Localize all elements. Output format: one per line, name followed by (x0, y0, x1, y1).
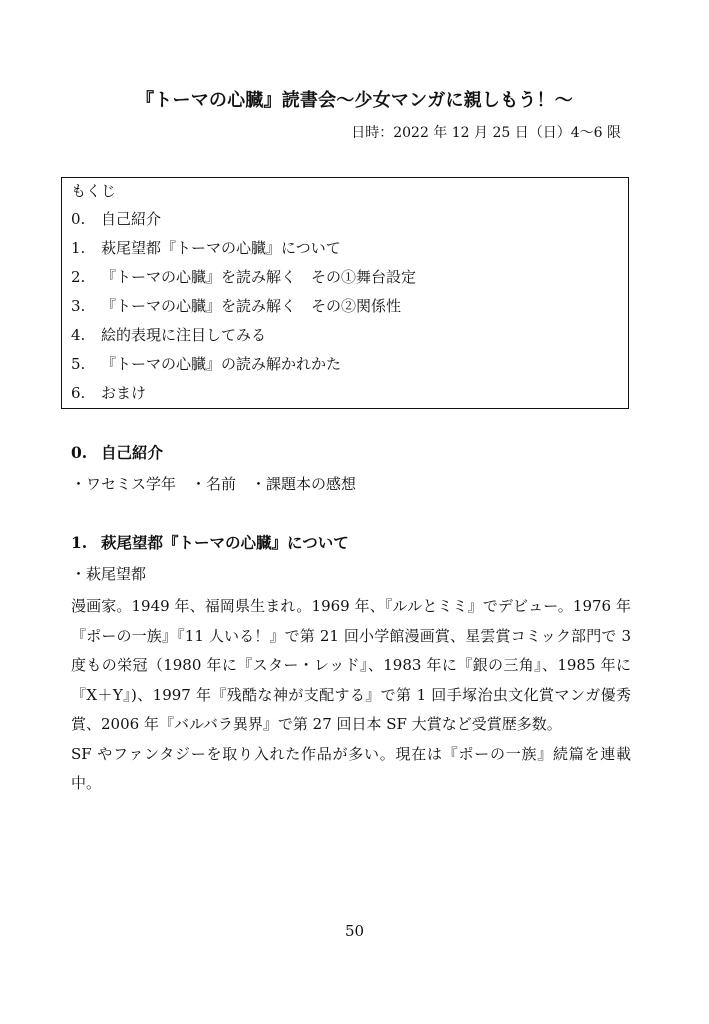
toc-list (71, 208, 416, 411)
toc-item-number: 2. (71, 268, 86, 286)
toc-item-label: 絵的表現に注目してみる (101, 326, 267, 344)
toc-heading: もくじ (71, 182, 117, 200)
toc-item (71, 324, 416, 353)
toc-item-label: 萩尾望都『トーマの心臓』について (101, 239, 341, 257)
page-number: 50 (344, 922, 365, 940)
toc-item-label: 自己紹介 (101, 210, 162, 228)
toc-item-label: 『トーマの心臓』の読み解かれかた (101, 355, 342, 373)
author-biography: 漫画家。1949 年、福岡県生まれ。1969 年、『ルルとミミ』でデビュー。1976 年『ポーの一族』『11 人いる！』で第 21 回小学館漫画賞、星雲賞コミック部門で 3 度もの栄冠（1980 年に『スター・レッド』、1983 年に『銀の三角』、1985 年に『X＋Y』)、1997 年『残酷な神が支配する』で第 1 回手塚治虫文化賞マンガ優秀賞、2006 年『バルバラ異界』で第 27 回日本 SF 大賞など受賞歴多数。 (71, 597, 631, 733)
section-number: 0. (71, 443, 88, 462)
toc-item-number: 3. (71, 297, 86, 315)
toc-item-label: 『トーマの心臓』を読み解く その①舞台設定 (101, 268, 417, 286)
toc-item (71, 266, 416, 295)
table-of-contents (61, 177, 629, 409)
event-datetime: 日時：2022 年 12 月 25 日（日）4～6 限 (351, 125, 621, 141)
toc-item-number: 4. (71, 326, 86, 344)
toc-item (71, 382, 416, 411)
author-works-note: SF やファンタジーを取り入れた作品が多い。現在は『ポーの一族』続篇を連載中。 (71, 744, 631, 792)
section-title: 萩尾望都『トーマの心臓』について (101, 533, 349, 552)
section-heading (71, 441, 631, 473)
toc-item-number: 0. (71, 210, 86, 228)
section-title: 自己紹介 (101, 443, 164, 462)
section-about-author (71, 531, 631, 799)
toc-item-number: 1. (71, 239, 86, 257)
toc-item (71, 208, 416, 237)
toc-item (71, 295, 416, 324)
toc-item-label: おまけ (101, 384, 147, 402)
author-subheading: ・萩尾望都 (71, 565, 147, 583)
section-heading (71, 531, 631, 563)
section-self-introduction (71, 441, 631, 502)
toc-item (71, 237, 416, 266)
intro-bullets: ・ワセミス学年 ・名前 ・課題本の感想 (71, 475, 357, 493)
section-number: 1. (71, 533, 88, 552)
document-title: 『トーマの心臓』読書会～少女マンガに親しもう！～ (136, 90, 573, 111)
toc-item-number: 6. (71, 384, 86, 402)
toc-item-label: 『トーマの心臓』を読み解く その②関係性 (101, 297, 402, 315)
toc-item-number: 5. (71, 355, 86, 373)
toc-item (71, 353, 416, 382)
